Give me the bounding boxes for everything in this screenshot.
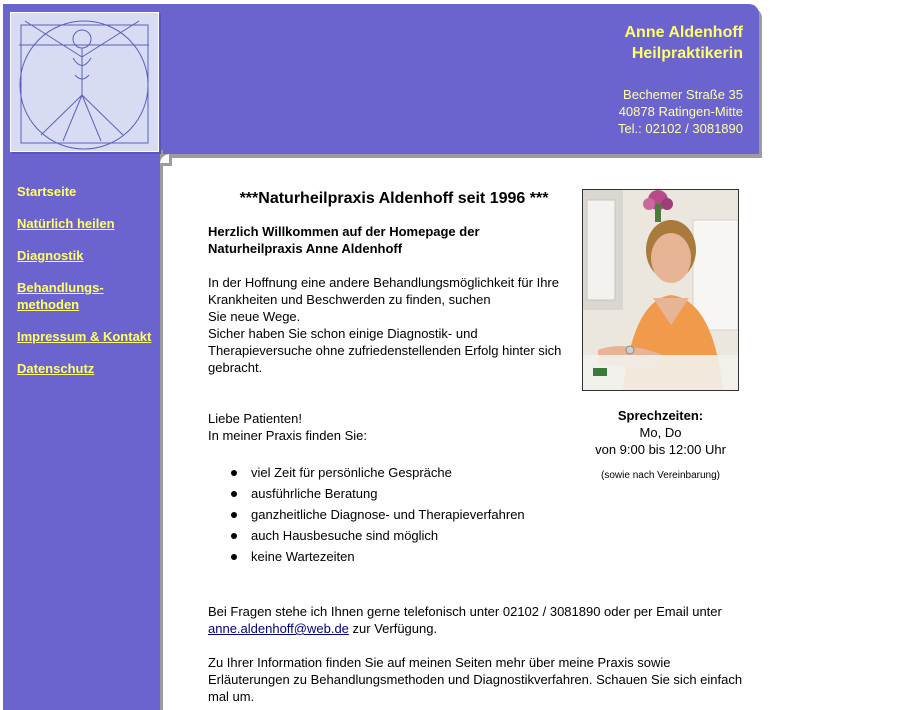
intro-line-1: In der Hoffnung eine andere Behandlungsmöglichkeit für Ihre Krankheiten und Beschwerden zu finden, suchen xyxy=(208,275,559,307)
practitioner-name: Anne Aldenhoff xyxy=(624,24,743,41)
practitioner-title: Heilpraktikerin xyxy=(631,45,743,62)
intro-line-2: Sie neue Wege. xyxy=(208,309,301,324)
vitruvian-man-logo xyxy=(10,12,159,152)
practitioner-photo xyxy=(582,189,739,391)
page-headline: ***Naturheilpraxis Aldenhoff seit 1996 *** xyxy=(239,190,549,207)
list-item: keine Wartezeiten xyxy=(208,546,743,567)
patients-intro: In meiner Praxis finden Sie: xyxy=(208,428,367,443)
welcome-line-1: Herzlich Willkommen auf der Homepage der xyxy=(208,224,480,239)
list-item: auch Hausbesuche sind möglich xyxy=(208,525,743,546)
list-item: viel Zeit für persönliche Gespräche xyxy=(208,462,743,483)
nav-behandlungsmethoden-line1: Behandlungs- xyxy=(17,280,104,295)
nav-diagnostik[interactable]: Diagnostik xyxy=(17,248,84,263)
intro-paragraph xyxy=(208,274,568,376)
frame-corner xyxy=(160,154,172,166)
nav-startseite[interactable]: Startseite xyxy=(17,184,77,199)
office-hours xyxy=(582,407,739,484)
nav-datenschutz[interactable]: Datenschutz xyxy=(17,361,95,376)
phone-number: Tel.: 02102 / 3081890 xyxy=(617,121,743,136)
address-street: Bechemer Straße 35 xyxy=(623,87,743,102)
intro-line-3: Sicher haben Sie schon einige Diagnostik- und Therapieversuche ohne zufriedenstellenden Erfolg hinter sich gebracht. xyxy=(208,326,562,375)
patients-paragraph xyxy=(208,410,568,444)
welcome-heading xyxy=(208,223,568,257)
email-link[interactable]: anne.aldenhoff@web.de xyxy=(208,621,349,636)
nav-natuerlich-heilen[interactable]: Natürlich heilen xyxy=(17,216,115,231)
contact-text: Bei Fragen stehe ich Ihnen gerne telefonisch unter 02102 / 3081890 oder per Email unter xyxy=(208,604,722,619)
nav-behandlungsmethoden[interactable] xyxy=(17,279,157,313)
office-hours-time: von 9:00 bis 12:00 Uhr xyxy=(595,442,726,457)
nav-behandlungsmethoden-line2: methoden xyxy=(17,297,80,312)
contact-paragraph xyxy=(208,603,743,637)
welcome-line-2: Naturheilpraxis Anne Aldenhoff xyxy=(208,241,403,256)
office-hours-label: Sprechzeiten: xyxy=(617,408,704,423)
info-paragraph: Zu Ihrer Information finden Sie auf meinen Seiten mehr über meine Praxis sowie Erläuterungen zu Behandlungsmethoden und Diagnostikverfahren. Schauen Sie sich einfach mal um. xyxy=(208,655,743,704)
header-contact xyxy=(618,22,743,137)
main-navigation xyxy=(17,183,157,392)
contact-suffix: zur Verfügung. xyxy=(348,621,438,636)
list-item: ganzheitliche Diagnose- und Therapieverfahren xyxy=(208,504,743,525)
office-hours-days: Mo, Do xyxy=(639,425,682,440)
nav-impressum-kontakt[interactable]: Impressum & Kontakt xyxy=(17,329,152,344)
list-item: ausführliche Beratung xyxy=(208,483,743,504)
address-city: 40878 Ratingen-Mitte xyxy=(618,104,743,119)
patients-greeting: Liebe Patienten! xyxy=(208,411,302,426)
office-hours-note: (sowie nach Vereinbarung) xyxy=(601,470,720,481)
